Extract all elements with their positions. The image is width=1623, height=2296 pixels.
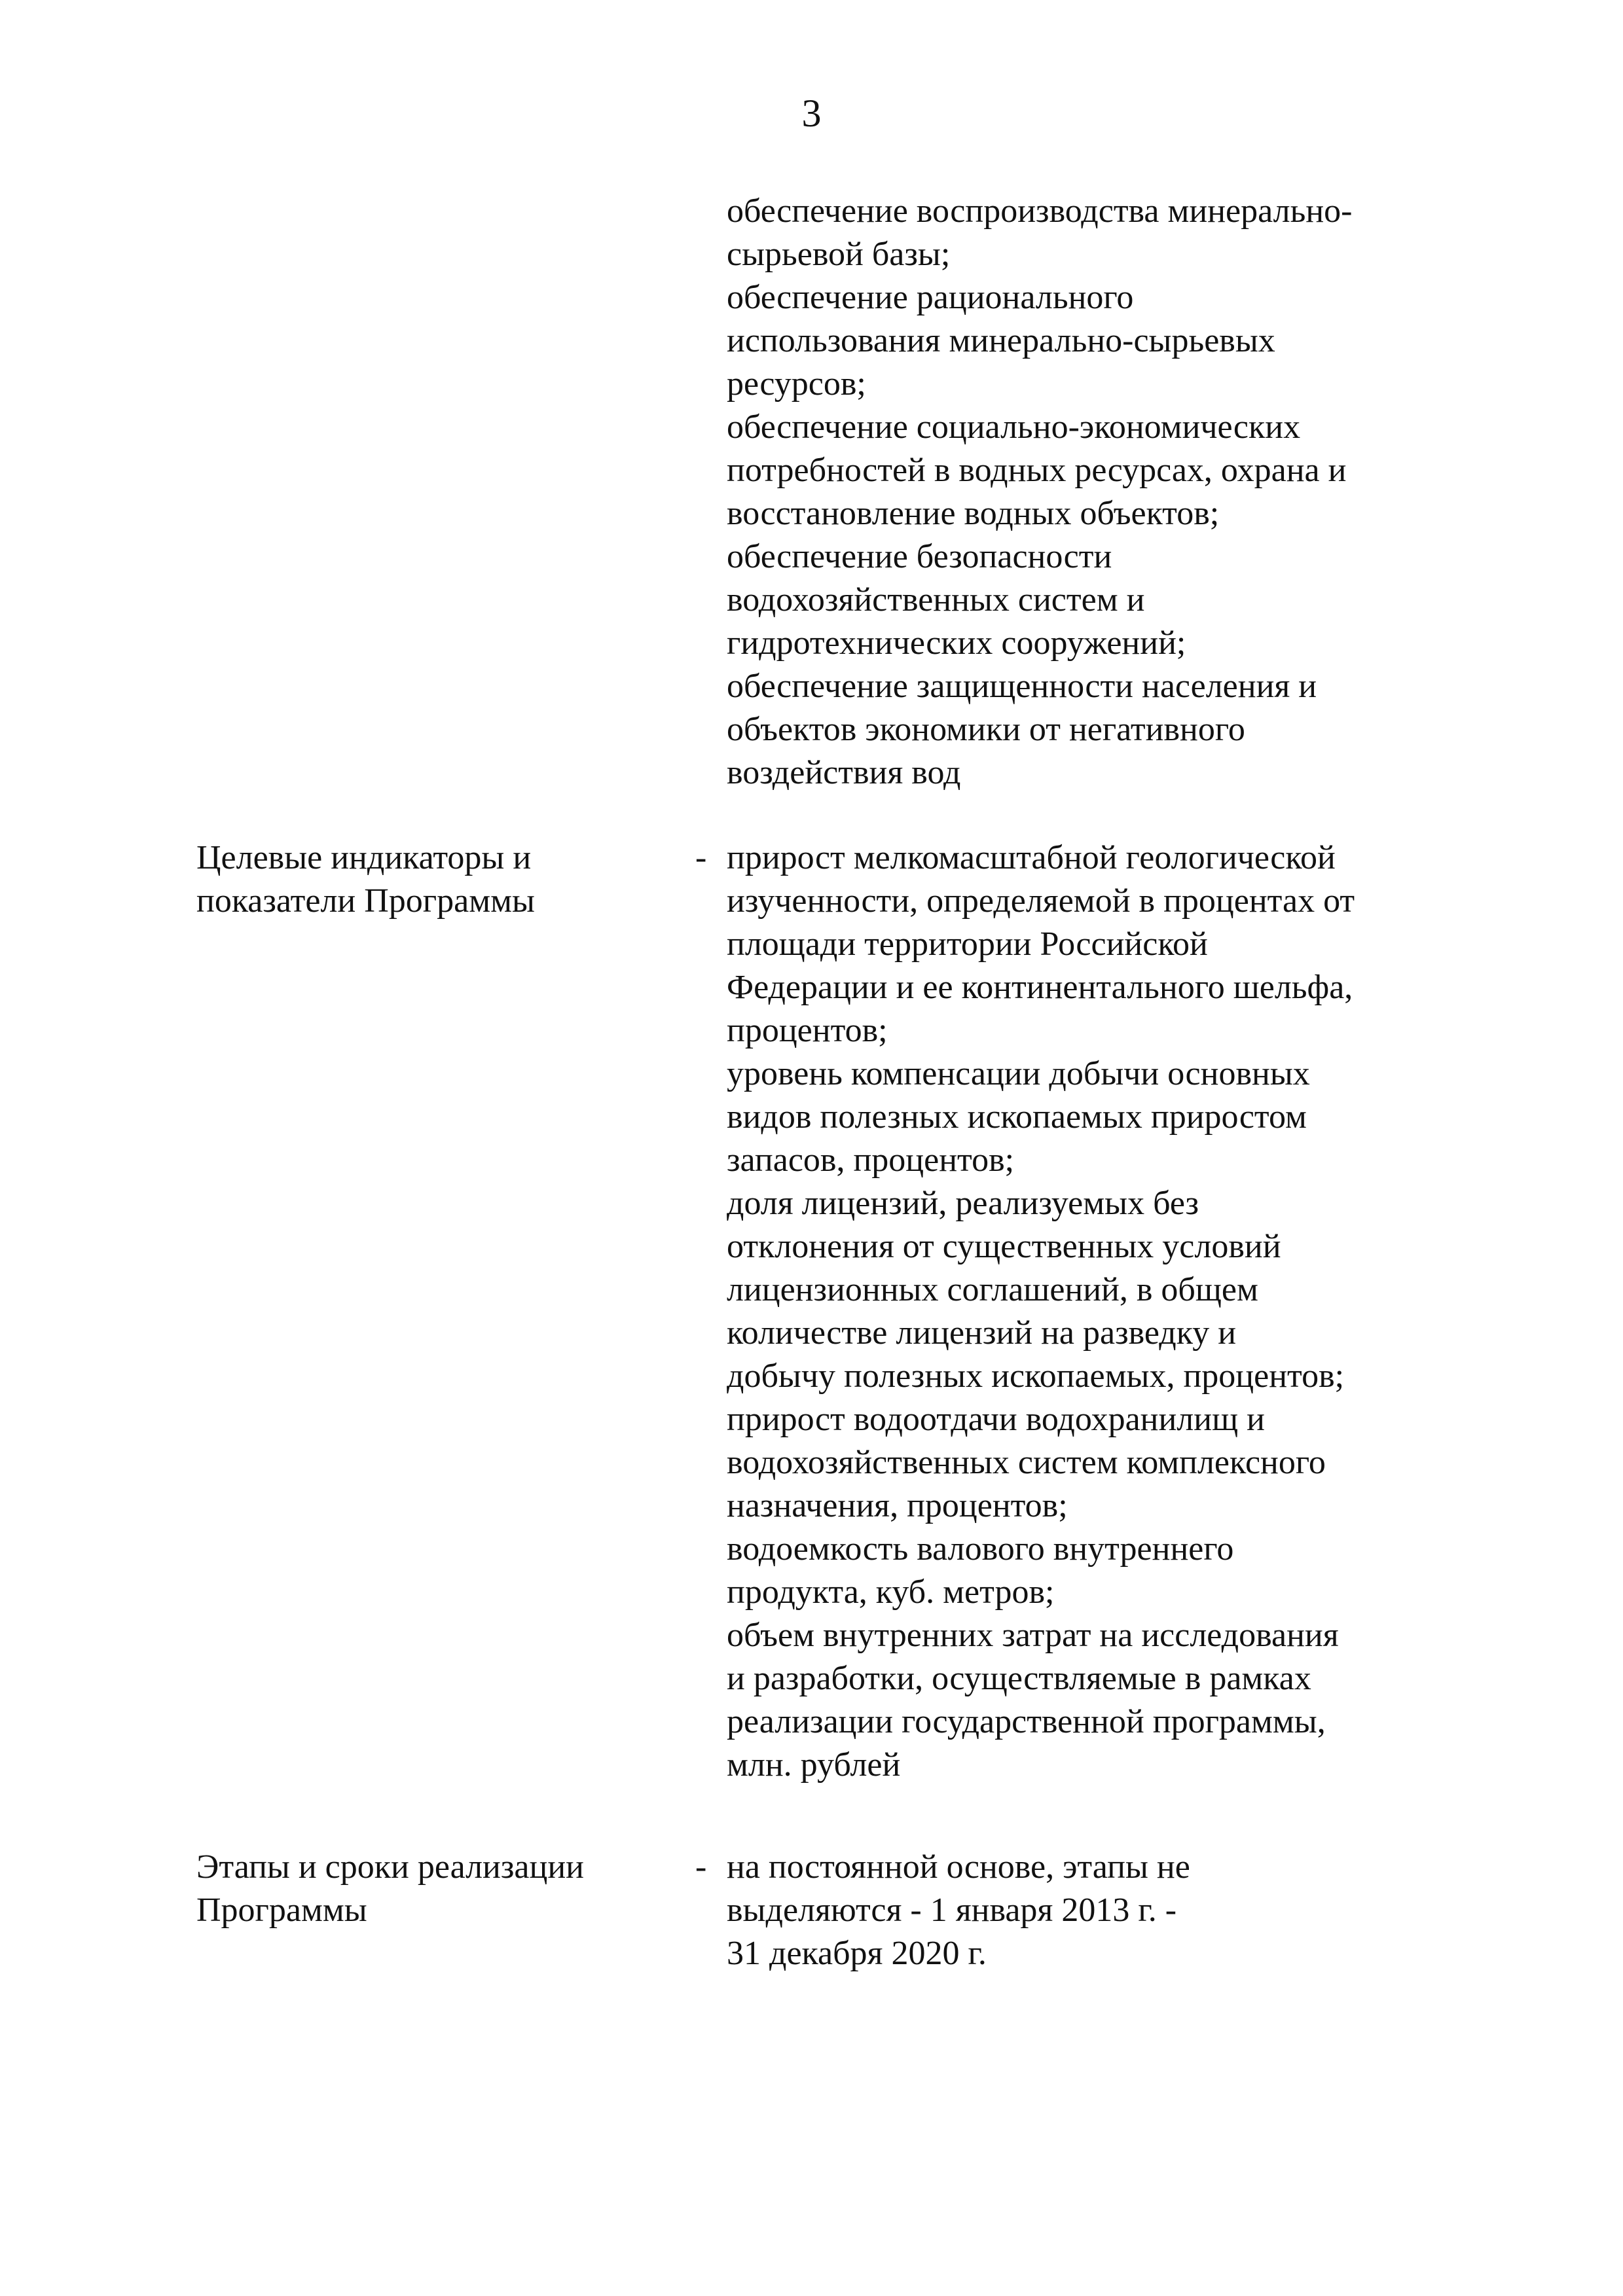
value-line: использования минерально-сырьевых — [727, 322, 1275, 359]
page-number: 3 — [801, 92, 822, 135]
value-line: выделяются - 1 января 2013 г. - — [727, 1892, 1177, 1929]
label-line: показатели Программы — [196, 882, 535, 920]
value-line: и разработки, осуществляемые в рамках — [727, 1660, 1311, 1697]
section-label — [196, 1846, 668, 1932]
value-line: видов полезных ископаемых приростом — [727, 1098, 1307, 1136]
value-line: объем внутренних затрат на исследования — [727, 1617, 1339, 1654]
value-line: водохозяйственных систем и — [727, 581, 1145, 619]
section-value — [727, 190, 1453, 795]
section-value — [727, 1846, 1453, 1975]
value-line: восстановление водных объектов; — [727, 495, 1220, 532]
value-line: водохозяйственных систем комплексного — [727, 1444, 1326, 1481]
value-line: 31 декабря 2020 г. — [727, 1935, 987, 1972]
value-line: доля лицензий, реализуемых без — [727, 1185, 1199, 1222]
section-label — [196, 836, 668, 923]
value-line: гидротехнических сооружений; — [727, 624, 1186, 662]
value-line: реализации государственной программы, — [727, 1703, 1326, 1740]
value-line: водоемкость валового внутреннего — [727, 1530, 1234, 1568]
value-line: объектов экономики от негативного — [727, 711, 1245, 748]
value-line: Федерации и ее континентального шельфа, — [727, 969, 1353, 1006]
value-line: назначения, процентов; — [727, 1487, 1068, 1524]
value-line: продукта, куб. метров; — [727, 1573, 1055, 1611]
value-line: прирост водоотдачи водохранилищ и — [727, 1401, 1265, 1438]
value-line: на постоянной основе, этапы не — [727, 1848, 1190, 1886]
label-line: Целевые индикаторы и — [196, 839, 532, 876]
value-line: лицензионных соглашений, в общем — [727, 1271, 1258, 1308]
separator-dash: - — [695, 839, 707, 876]
value-line: обеспечение рационального — [727, 279, 1134, 316]
value-line: количестве лицензий на разведку и — [727, 1314, 1237, 1352]
separator-dash: - — [695, 1848, 707, 1886]
value-line: прирост мелкомасштабной геологической — [727, 839, 1336, 876]
value-line: обеспечение защищенности населения и — [727, 668, 1317, 705]
value-line: обеспечение безопасности — [727, 538, 1112, 575]
label-line: Этапы и сроки реализации — [196, 1848, 584, 1886]
label-line: Программы — [196, 1892, 367, 1929]
value-line: млн. рублей — [727, 1746, 901, 1784]
value-line: площади территории Российской — [727, 925, 1208, 963]
value-line: потребностей в водных ресурсах, охрана и — [727, 452, 1347, 489]
value-line: запасов, процентов; — [727, 1141, 1015, 1179]
value-line: сырьевой базы; — [727, 236, 951, 273]
value-line: добычу полезных ископаемых, процентов; — [727, 1357, 1345, 1395]
section-value — [727, 836, 1453, 1787]
value-line: отклонения от существенных условий — [727, 1228, 1281, 1265]
value-line: обеспечение воспроизводства минерально- — [727, 192, 1353, 230]
value-line: ресурсов; — [727, 365, 866, 403]
value-line: изученности, определяемой в процентах от — [727, 882, 1355, 920]
value-line: воздействия вод — [727, 754, 961, 791]
value-line: процентов; — [727, 1012, 888, 1049]
value-line: обеспечение социально-экономических — [727, 408, 1301, 446]
value-line: уровень компенсации добычи основных — [727, 1055, 1310, 1092]
